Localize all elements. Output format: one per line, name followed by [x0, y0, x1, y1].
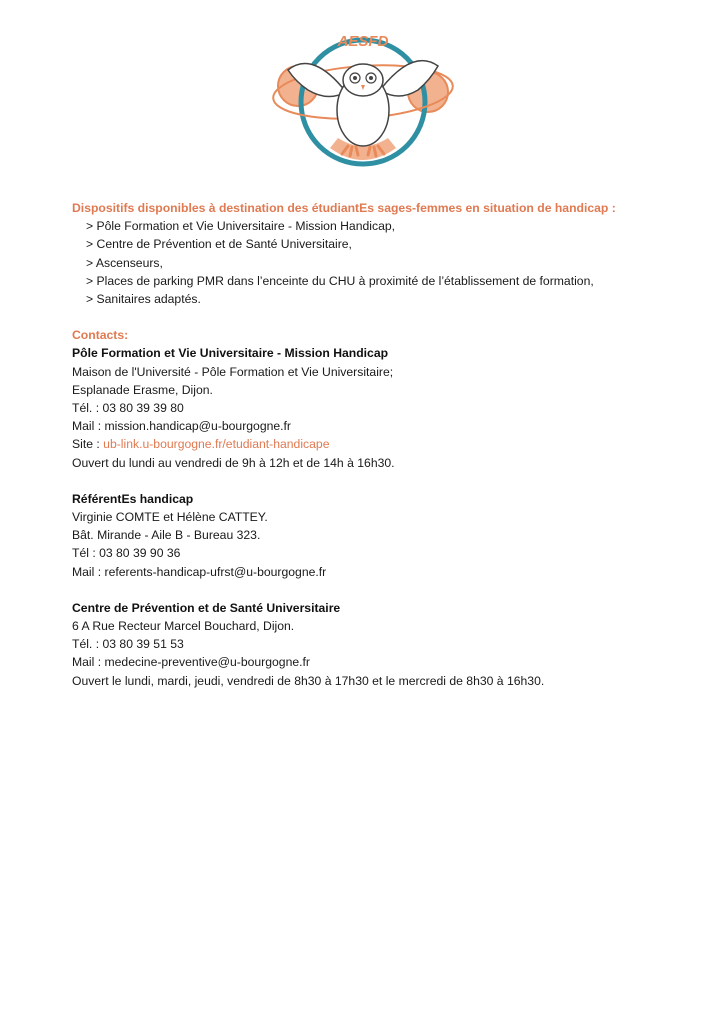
referents-people: Virginie COMTE et Hélène CATTEY.	[72, 510, 268, 525]
logo-text: AESFD	[337, 33, 389, 50]
list-item: > Pôle Formation et Vie Universitaire - Mission Handicap,	[72, 217, 672, 235]
cpsu-hours: Ouvert le lundi, mardi, jeudi, vendredi de 8h30 à 17h30 et le mercredi de 8h30 à 16h30.	[72, 673, 545, 688]
pfvu-site	[72, 435, 672, 453]
cpsu-address: 6 A Rue Recteur Marcel Bouchard, Dijon.	[72, 619, 295, 634]
list-item: > Sanitaires adaptés.	[72, 290, 672, 308]
list-item: > Centre de Prévention et de Santé Universitaire,	[72, 235, 672, 253]
main-content	[72, 199, 672, 690]
dispositifs-list	[72, 217, 672, 308]
dispositifs-title: Dispositifs disponibles à destination des étudiantEs sages-femmes en situation de handicap :	[72, 201, 616, 215]
pfvu-name: Pôle Formation et Vie Universitaire - Mission Handicap	[72, 346, 389, 361]
pfvu-contact-block	[72, 344, 672, 471]
pfvu-hours: Ouvert du lundi au vendredi de 9h à 12h et de 14h à 16h30.	[72, 455, 395, 470]
cpsu-contact-block	[72, 599, 672, 690]
cpsu-phone: Tél. : 03 80 39 51 53	[72, 637, 184, 652]
referents-contact-block	[72, 490, 672, 581]
cpsu-email: Mail : medecine-preventive@u-bourgogne.fr	[72, 655, 310, 670]
pfvu-address-line2: Esplanade Erasme, Dijon.	[72, 382, 213, 397]
list-item: > Places de parking PMR dans l’enceinte du CHU à proximité de l’établissement de formation,	[72, 272, 672, 290]
pfvu-site-link[interactable]: ub-link.u-bourgogne.fr/etudiant-handicape	[103, 437, 330, 452]
site-label: Site :	[72, 437, 104, 452]
referents-email: Mail : referents-handicap-ufrst@u-bourgogne.fr	[72, 564, 327, 579]
contacts-title: Contacts:	[72, 328, 129, 343]
referents-address: Bât. Mirande - Aile B - Bureau 323.	[72, 528, 261, 543]
cpsu-name: Centre de Prévention et de Santé Universitaire	[72, 600, 341, 615]
list-item: > Ascenseurs,	[72, 254, 672, 272]
aesfd-owl-logo	[268, 30, 458, 170]
pfvu-email: Mail : mission.handicap@u-bourgogne.fr	[72, 419, 291, 434]
referents-phone: Tél : 03 80 39 90 36	[72, 546, 181, 561]
pfvu-phone: Tél. : 03 80 39 39 80	[72, 401, 184, 416]
referents-name: RéférentEs handicap	[72, 491, 194, 506]
pfvu-address-line1: Maison de l'Université - Pôle Formation et Vie Universitaire;	[72, 364, 394, 379]
